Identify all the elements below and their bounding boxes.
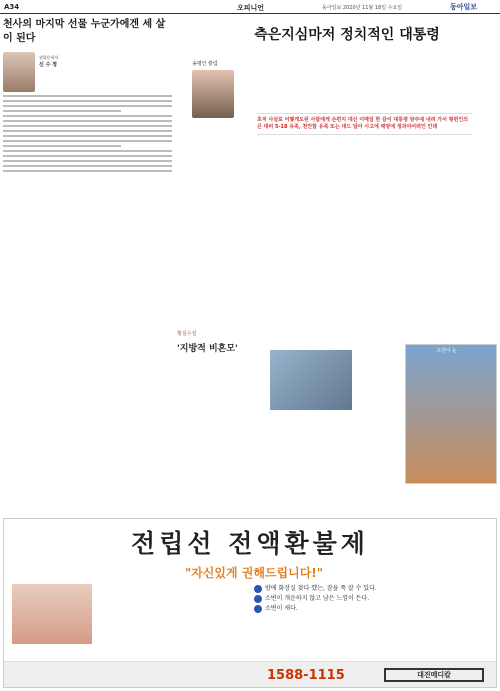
check-icon — [254, 585, 262, 593]
check-icon — [254, 605, 262, 613]
main-column-article — [177, 18, 497, 328]
note-title: '지방적 비혼모' — [177, 344, 238, 354]
left-headline: 천사의 마지막 선물 누군가에겐 세 살이 된다 — [3, 19, 166, 44]
issue-date: 동아일보 2020년 11월 18일 수요일 — [322, 5, 403, 11]
ad-feature: 소변이 개운하지 않고 남은 느낌이 든다. — [254, 594, 494, 604]
note-column — [177, 330, 267, 530]
left-column-article — [3, 18, 172, 538]
section-name: 오피니언 — [237, 4, 265, 12]
ad-feature: 소변이 새다. — [254, 604, 494, 614]
columnist-photo — [192, 70, 234, 118]
ad-title: 전립선 전액환불제 — [131, 529, 369, 558]
page-number: A34 — [4, 3, 20, 11]
newspaper-logo: 동아일보 — [450, 3, 478, 11]
article-photo — [270, 350, 352, 410]
ad-feature: 밤에 화장실 찾다 깼는, 잠을 푹 잘 수 있다. — [254, 584, 494, 594]
ad-phone: 1588-1115 — [267, 668, 345, 683]
author-title: 권위문학서 — [39, 55, 59, 60]
ad-search-box: 대진메디칼 — [384, 668, 484, 682]
columnist-box — [192, 60, 252, 118]
ad-feature-list — [254, 584, 494, 614]
ad-subtitle: "자신있게 권해드립니다!" — [184, 566, 324, 580]
note-badge: 횡설수설 — [177, 331, 197, 337]
masthead — [0, 0, 500, 14]
author-name: 신 수 정 — [39, 62, 57, 68]
check-icon — [254, 595, 262, 603]
article-body — [3, 92, 172, 175]
main-headline: 측은지심마저 정치적인 대통령 — [254, 27, 440, 43]
author-photo — [3, 52, 35, 92]
ad-photo — [12, 584, 92, 644]
advertisement — [3, 518, 497, 688]
highlight-quote: 초저 사실로 어떻게도된 사람에게 손편지 대신 이메일 한 갈이 대통령 양주에 내려 가서 형편인의 큰 대비 5-18 유족, 천안함 유족 또는 대드 달아 사고에 태양에 정과야어떠인 인데 — [257, 113, 472, 135]
columnist-name: 송평인 칼럼 — [192, 61, 218, 67]
cartoon-panel — [405, 344, 497, 484]
author-box — [3, 52, 172, 92]
cartoon-caption: 고양이 눈 — [436, 348, 457, 354]
ad-footer — [4, 661, 496, 687]
